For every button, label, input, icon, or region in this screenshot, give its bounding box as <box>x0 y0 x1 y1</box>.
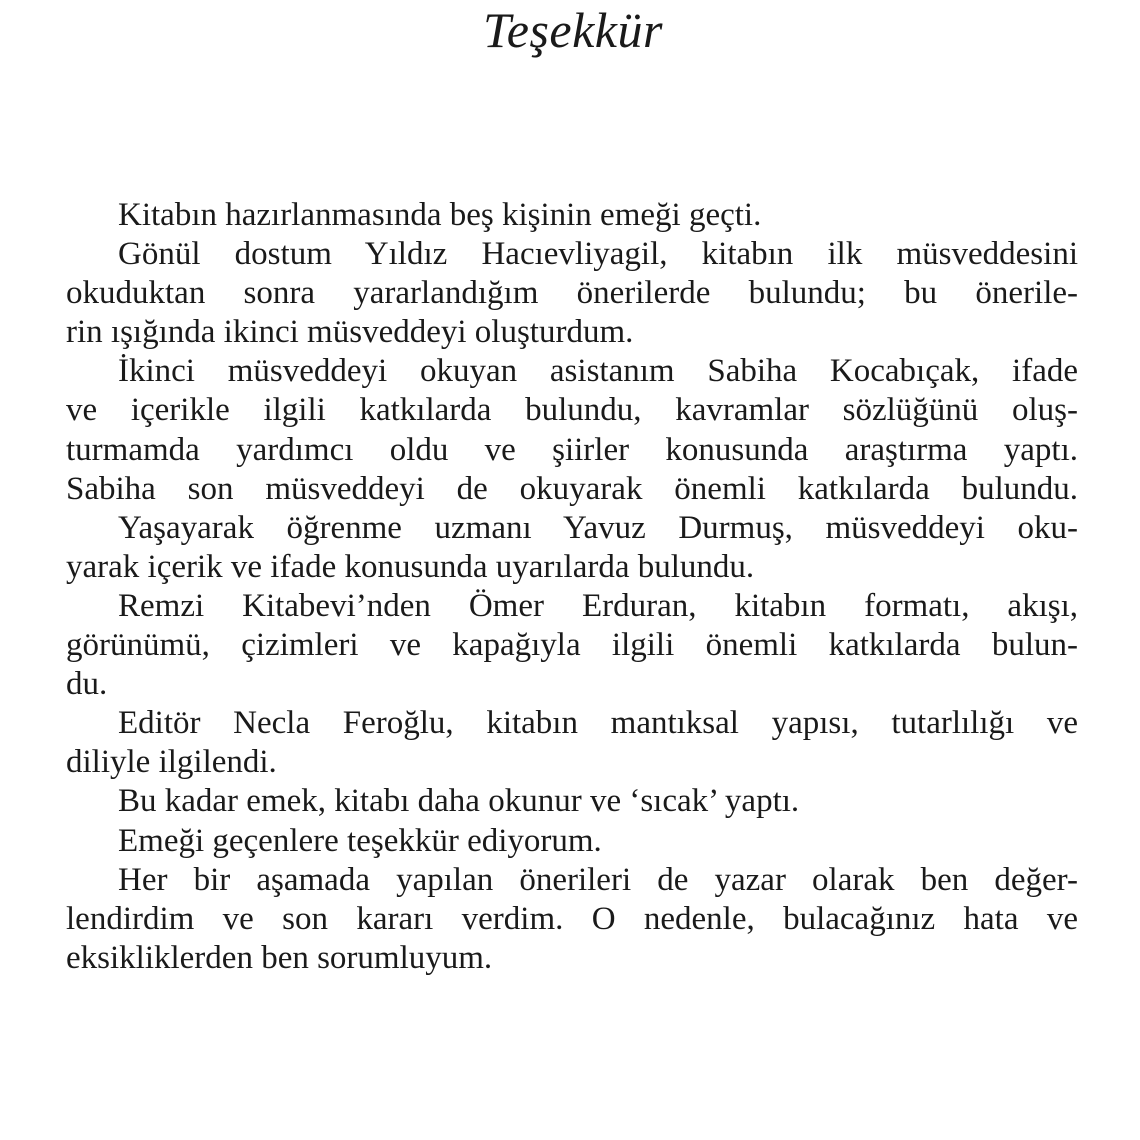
text-line: İkinci müsveddeyi okuyan asistanım Sabiha Kocabıçak, ifade <box>118 353 1078 390</box>
text-line: Yaşayarak öğrenme uzmanı Yavuz Durmuş, müsveddeyi oku- <box>118 509 1078 546</box>
text-line: Bu kadar emek, kitabı daha okunur ve ‘sıcak’ yaptı. <box>118 783 800 820</box>
text-line: Kitabın hazırlanmasında beş kişinin emeği geçti. <box>118 197 762 233</box>
text-line: ve içerikle ilgili katkılarda bulundu, kavramlar sözlüğünü oluş- <box>66 392 1078 429</box>
text-line: Remzi Kitabevi’nden Ömer Erduran, kitabın formatı, akışı, <box>118 587 1078 624</box>
text-line: okuduktan sonra yararlandığım önerilerde bulundu; bu önerile- <box>66 275 1078 312</box>
text-line: Emeği geçenlere teşekkür ediyorum. <box>118 822 602 859</box>
text-line: Her bir aşamada yapılan önerileri de yazar olarak ben değer- <box>118 861 1078 898</box>
text-line: görünümü, çizimleri ve kapağıyla ilgili önemli katkılarda bulun- <box>66 627 1078 664</box>
text-line: Editör Necla Feroğlu, kitabın mantıksal yapısı, tutarlılığı ve <box>118 705 1078 742</box>
text-line: eksikliklerden ben sorumluyum. <box>66 939 493 976</box>
text-line: Gönül dostum Yıldız Hacıevliyagil, kitabın ilk müsveddesini <box>118 236 1078 273</box>
text-line: yarak içerik ve ifade konusunda uyarılarda bulundu. <box>66 548 755 585</box>
acknowledgement-body <box>66 196 1078 978</box>
text-line: lendirdim ve son kararı verdim. O nedenle, bulacağınız hata ve <box>66 900 1078 937</box>
text-line: turmamda yardımcı oldu ve şiirler konusunda araştırma yaptı. <box>66 431 1078 468</box>
text-line: Sabiha son müsveddeyi de okuyarak önemli katkılarda bulundu. <box>66 470 1078 507</box>
text-line: diliyle ilgilendi. <box>66 744 277 781</box>
page-title: Teşekkür <box>483 2 663 58</box>
text-line: du. <box>66 666 108 703</box>
text-line: rin ışığında ikinci müsveddeyi oluşturdum. <box>66 314 634 351</box>
